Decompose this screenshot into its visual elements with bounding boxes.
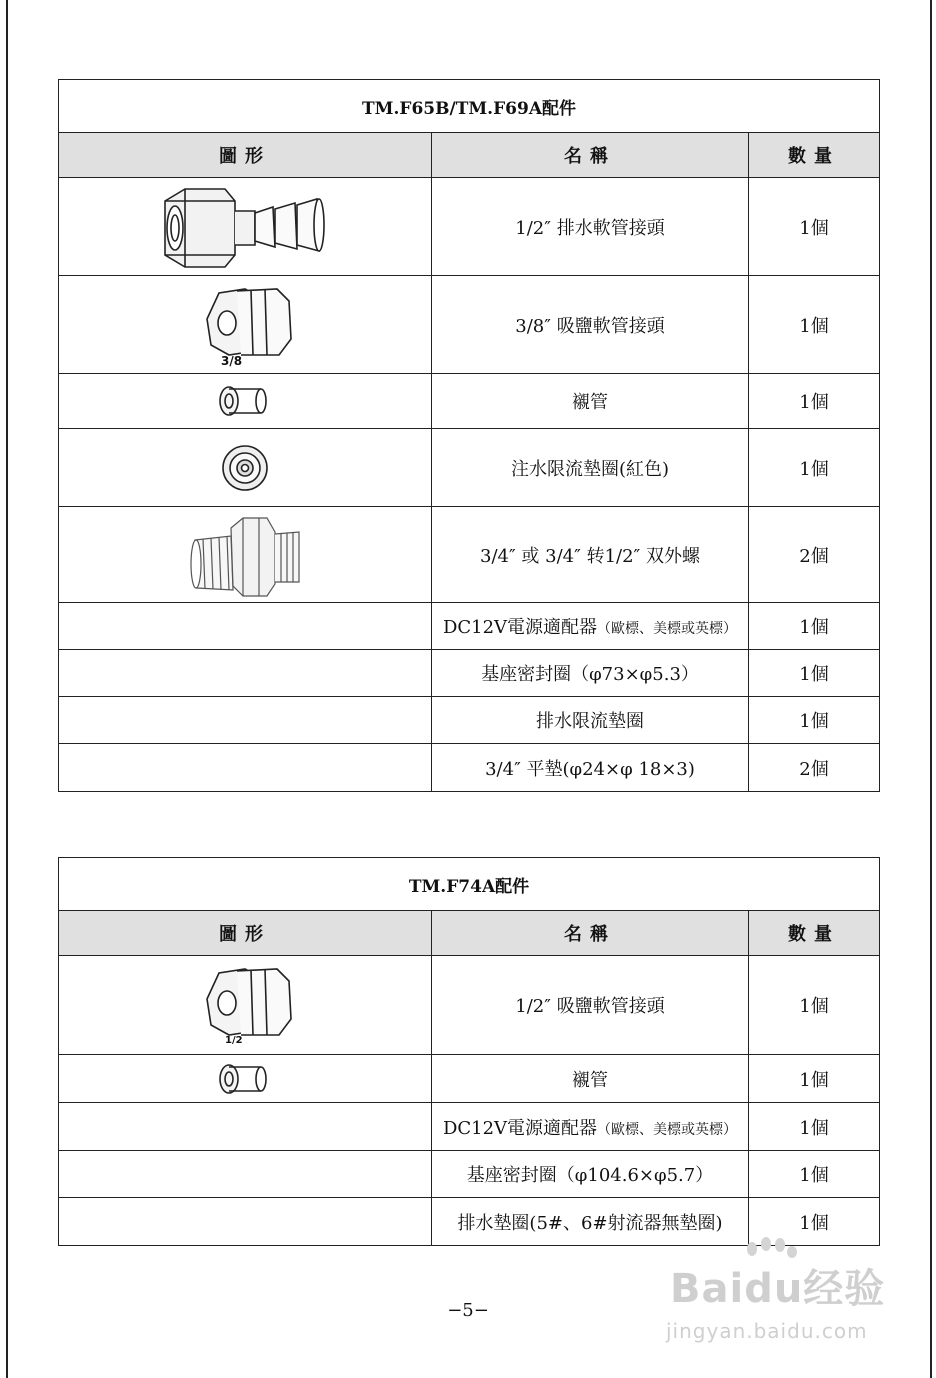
part-quantity: 1個 xyxy=(749,374,880,429)
table-row xyxy=(59,178,880,276)
page-left-edge xyxy=(6,0,8,1378)
table-row xyxy=(59,276,880,374)
watermark-url: jingyan.baidu.com xyxy=(666,1319,868,1343)
part-quantity: 1個 xyxy=(749,1151,880,1198)
part-name: DC12V電源適配器 xyxy=(442,617,598,638)
table-row xyxy=(59,650,880,697)
picture-cell xyxy=(59,744,432,792)
table-row xyxy=(59,603,880,650)
table-row xyxy=(59,429,880,507)
picture-cell xyxy=(59,429,432,507)
part-quantity: 1個 xyxy=(749,276,880,374)
column-header-quantity: 數量 xyxy=(749,911,880,956)
watermark-brand: Baidu经验 xyxy=(670,1266,886,1312)
column-header-name: 名稱 xyxy=(432,133,749,178)
picture-cell xyxy=(59,1055,432,1103)
parts-table-2 xyxy=(58,857,880,1246)
table-row xyxy=(59,697,880,744)
part-name: 3/4″ 或 3/4″ 转1/2″ 双外螺 xyxy=(432,507,749,603)
nut-size-label: 1/2 xyxy=(225,1035,243,1046)
table-row xyxy=(59,507,880,603)
picture-cell xyxy=(59,374,432,429)
table-row xyxy=(59,374,880,429)
tube-insert-icon xyxy=(215,383,275,419)
part-quantity: 2個 xyxy=(749,507,880,603)
baidu-watermark xyxy=(660,1245,890,1365)
hose-barb-fitting-icon xyxy=(155,181,335,273)
part-name: 3/4″ 平墊(φ24×φ 18×3) xyxy=(432,744,749,792)
part-name: 1/2″ 吸鹽軟管接頭 xyxy=(432,956,749,1055)
part-name: 排水限流墊圈 xyxy=(432,697,749,744)
part-quantity: 1個 xyxy=(749,178,880,276)
male-thread-adapter-icon xyxy=(185,510,305,600)
washer-icon xyxy=(215,442,275,494)
picture-cell xyxy=(59,956,432,1055)
part-name: 襯管 xyxy=(432,1055,749,1103)
table-row xyxy=(59,1151,880,1198)
tube-insert-icon xyxy=(215,1061,275,1097)
picture-cell xyxy=(59,507,432,603)
picture-cell xyxy=(59,1198,432,1246)
table-row xyxy=(59,744,880,792)
column-header-picture: 圖形 xyxy=(59,911,432,956)
part-quantity: 1個 xyxy=(749,429,880,507)
table-row xyxy=(59,1103,880,1151)
part-name: 1/2″ 排水軟管接頭 xyxy=(432,178,749,276)
table-row xyxy=(59,956,880,1055)
parts-table-1 xyxy=(58,79,880,792)
picture-cell xyxy=(59,697,432,744)
part-quantity: 2個 xyxy=(749,744,880,792)
column-header-picture: 圖形 xyxy=(59,133,432,178)
column-header-name: 名稱 xyxy=(432,911,749,956)
hex-nut-1-2-icon xyxy=(185,959,305,1051)
part-name: 襯管 xyxy=(432,374,749,429)
part-name: DC12V電源適配器 xyxy=(442,1117,598,1139)
part-name-note: （歐標、美標或英標） xyxy=(597,1121,738,1138)
picture-cell xyxy=(59,603,432,650)
part-quantity: 1個 xyxy=(749,1055,880,1103)
part-name-cell xyxy=(432,603,749,650)
part-quantity: 1個 xyxy=(749,697,880,744)
part-name: 基座密封圈（φ104.6×φ5.7） xyxy=(432,1151,749,1198)
hex-nut-3-8-icon xyxy=(185,279,305,371)
picture-cell xyxy=(59,1103,432,1151)
part-quantity: 1個 xyxy=(749,650,880,697)
page-right-edge xyxy=(930,0,932,1378)
page-number: −5− xyxy=(447,1300,489,1321)
part-name: 注水限流墊圈(紅色) xyxy=(432,429,749,507)
part-name: 3/8″ 吸鹽軟管接頭 xyxy=(432,276,749,374)
part-quantity: 1個 xyxy=(749,1198,880,1246)
part-quantity: 1個 xyxy=(749,956,880,1055)
part-name-cell xyxy=(432,1103,749,1151)
column-header-quantity: 數量 xyxy=(749,133,880,178)
part-name: 排水墊圈(5#、6#射流器無墊圈) xyxy=(432,1198,749,1246)
picture-cell xyxy=(59,650,432,697)
table-title: TM.F65B/TM.F69A配件 xyxy=(59,80,880,133)
part-name-note: （歐標、美標或英標） xyxy=(597,621,738,637)
part-name: 基座密封圈（φ73×φ5.3） xyxy=(432,650,749,697)
picture-cell xyxy=(59,1151,432,1198)
nut-size-label: 3/8 xyxy=(221,353,243,368)
table-title: TM.F74A配件 xyxy=(59,858,880,911)
picture-cell xyxy=(59,276,432,374)
part-quantity: 1個 xyxy=(749,1103,880,1151)
table-row xyxy=(59,1055,880,1103)
picture-cell xyxy=(59,178,432,276)
part-quantity: 1個 xyxy=(749,603,880,650)
